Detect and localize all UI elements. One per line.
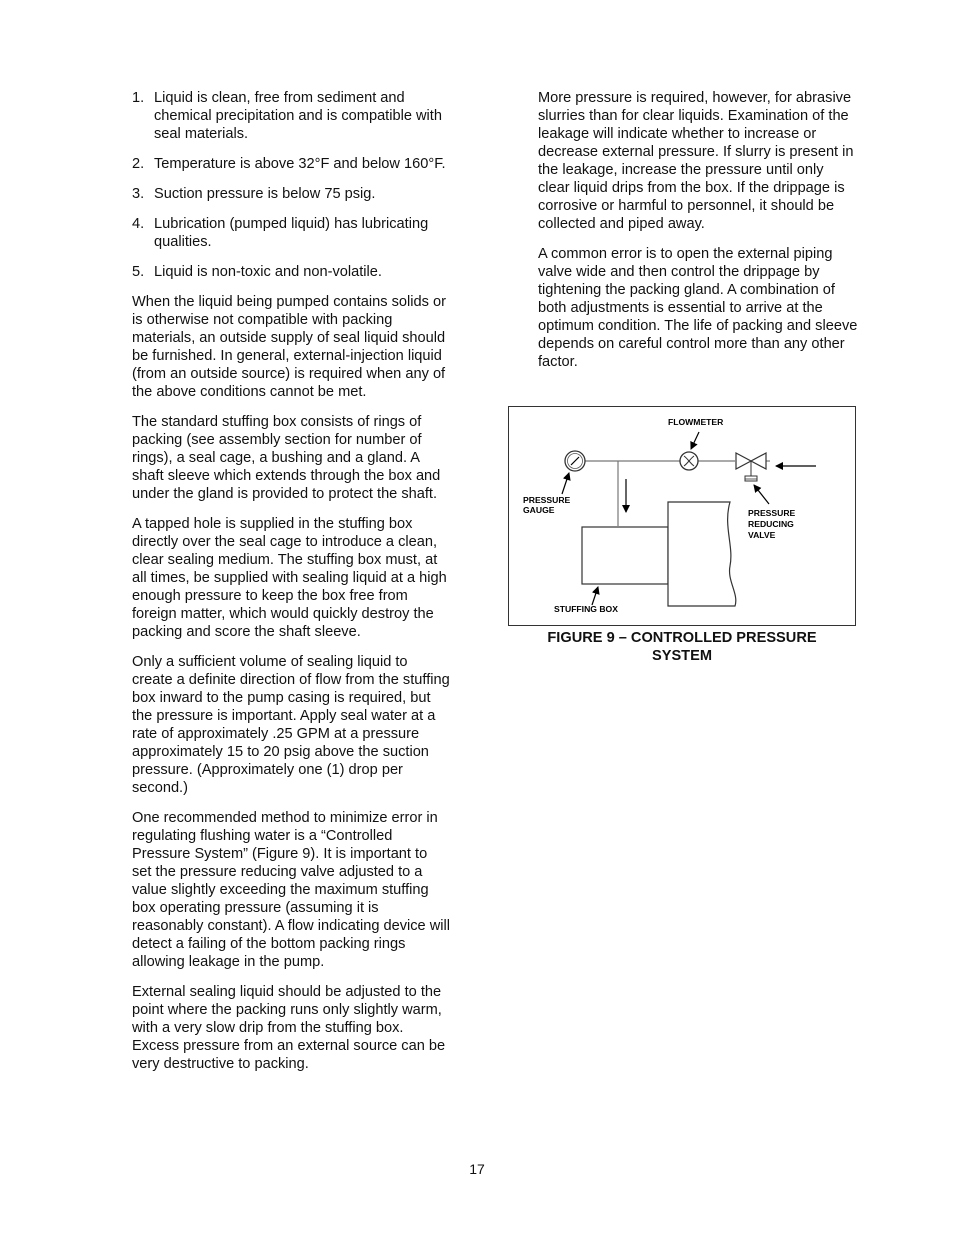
pressure-gauge-icon [565,451,585,471]
caption-line: FIGURE 9 – CONTROLLED PRESSURE [547,630,817,646]
conditions-list [132,89,450,281]
valve-pointer [754,485,769,504]
flowmeter-label: FLOWMETER [668,417,724,427]
paragraph: The standard stuffing box consists of rings of packing (see assembly section for number of rings), a seal cage, a bushing and a gland. A shaft sleeve which extends through the box and under the gland is provided to protect the shaft. [132,414,441,502]
paragraph: A tapped hole is supplied in the stuffing box directly over the seal cage to introduce a clean, clear sealing medium. The stuffing box must, at all times, be supplied with sealing liquid at a high enough pressure to keep the box free from foreign matter, which would quickly destroy the packing and score the shaft sleeve. [132,516,447,640]
pressure-gauge-label: GAUGE [523,505,555,515]
list-item [132,155,450,173]
stuffing-box-pointer [592,587,598,605]
pressure-reducing-valve-icon [736,453,766,481]
paragraph: A common error is to open the external piping valve wide and then control the drippage by tightening the packing gland. A combination of both adjustments is essential to arrive at the optimum condition. The life of packing and sleeve depends on careful control more than any other factor. [538,246,858,370]
flowmeter-icon [680,452,698,470]
paragraph: Only a sufficient volume of sealing liquid to create a definite direction of flow from the stuffing box inward to the pump casing is required, but the pressure is important. Apply seal water at a rate of approximately .25 GPM at a pressure approximately 15 to 20 psig above the suction pressure. (Approximately one (1) drop per second.) [132,654,450,796]
right-column [538,89,858,383]
list-item [132,215,450,251]
pressure-gauge-label: PRESSURE [523,495,571,505]
list-text: Temperature is above 32°F and below 160°F. [154,156,446,172]
list-item [132,89,450,143]
list-text: Liquid is non-toxic and non-volatile. [154,264,382,280]
stuffing-box-label: STUFFING BOX [554,604,618,614]
reducing-valve-label: PRESSURE [748,508,796,518]
list-number: 2. [132,156,145,172]
pump-casing [668,502,736,606]
figure-caption [508,629,856,665]
caption-line: SYSTEM [651,648,712,664]
flowmeter-pointer [691,432,699,449]
gauge-pointer [562,473,569,494]
list-number: 5. [132,264,145,280]
list-text: Lubrication (pumped liquid) has lubricating qualities. [154,216,429,250]
controlled-pressure-diagram [508,406,856,626]
list-item [132,263,450,281]
paragraph: One recommended method to minimize error in regulating flushing water is a “Controlled Pressure System” (Figure 9). It is important to set the pressure reducing valve adjusted to a value slightly exceeding the maximum stuffing box operating pressure (assuming it is reasonably constant). A flow indicating device will detect a failing of the bottom packing rings allowing leakage in the pump. [132,810,450,970]
reducing-valve-label: REDUCING [748,519,794,529]
list-item [132,185,450,203]
paragraph: External sealing liquid should be adjusted to the point where the packing runs only slightly warm, with a very slow drip from the stuffing box. Excess pressure from an external source can be very destructive to packing. [132,984,446,1072]
paragraph: More pressure is required, however, for abrasive slurries than for clear liquids. Examination of the leakage will indicate whether to increase or decrease external pressure. If slurry is present in the leakage, increase the pressure until only clear liquid drips from the box. If the drippage is corrosive or harmful to personnel, it should be collected and piped away. [538,90,854,232]
list-number: 1. [132,90,145,106]
list-text: Liquid is clean, free from sediment and chemical precipitation and is compatible with seal materials. [154,90,442,142]
paragraph: When the liquid being pumped contains solids or is otherwise not compatible with packing materials, an outside supply of seal liquid should be furnished. In general, external-injection liquid (from an outside source) is required when any of the above conditions cannot be met. [132,294,446,400]
list-number: 4. [132,216,145,232]
list-text: Suction pressure is below 75 psig. [154,186,376,202]
list-number: 3. [132,186,145,202]
page-number: 17 [469,1161,485,1177]
left-column [132,89,450,1085]
reducing-valve-label: VALVE [748,530,776,540]
stuffing-box [582,527,668,584]
